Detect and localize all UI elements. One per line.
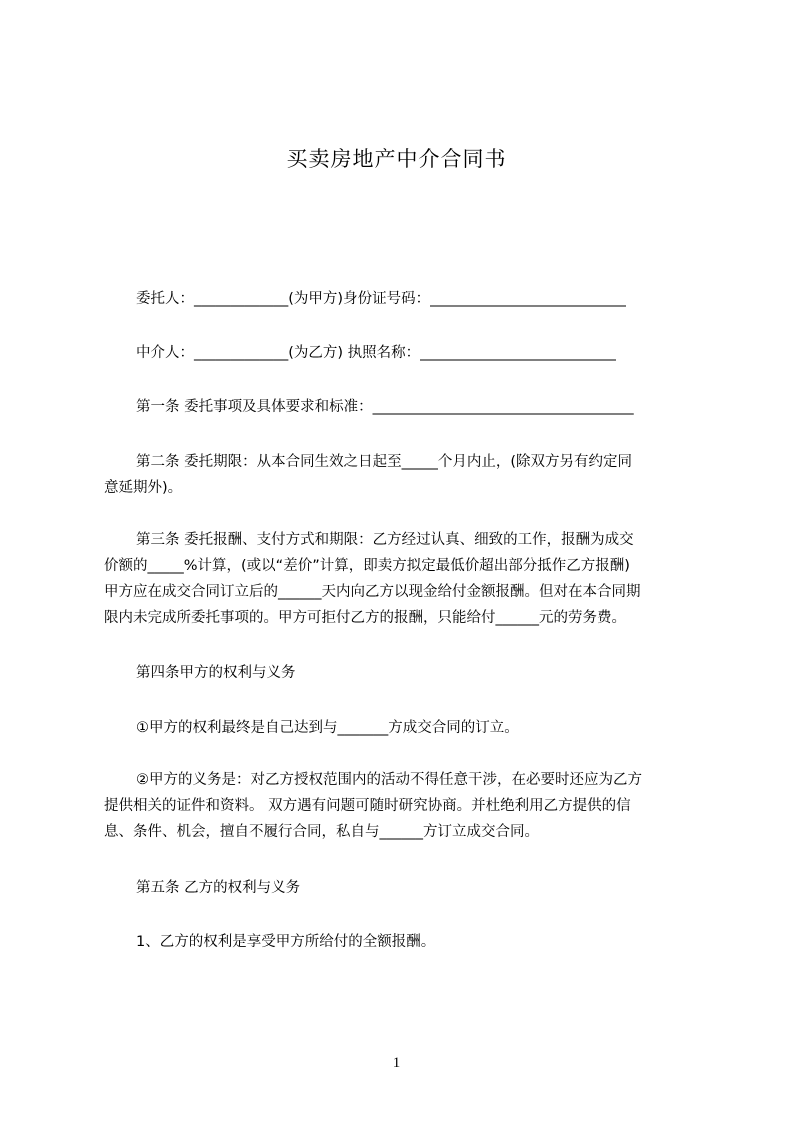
paragraph-line: 限内未完成所委托事项的。甲方可拒付乙方的报酬，只能给付______元的劳务费。 [104,610,626,626]
paragraph-article-4-heading [104,660,700,686]
paragraph-line: ②甲方的义务是：对乙方授权范围内的活动不得任意干涉，在必要时还应为乙方 [136,772,642,788]
paragraph-article-3 [104,527,700,631]
paragraph-article-2 [104,449,700,501]
paragraph-line: 委托人：_____________(为甲方)身份证号码：___________________________ [136,291,626,307]
paragraph-line: 第五条 乙方的权利与义务 [136,880,301,896]
paragraph-line: 价额的_____%计算，(或以“差价”计算，即卖方拟定最低价超出部分抵作乙方报酬) [104,558,630,574]
paragraph-line: 第二条 委托期限：从本合同生效之日起至_____个月内止，(除双方另有约定同 [136,454,633,470]
paragraph-line: 甲方应在成交合同订立后的______天内向乙方以现金给付金额报酬。但对在本合同期 [104,584,641,600]
document-title: 买卖房地产中介合同书 [286,147,507,171]
paragraph-agent [104,340,700,366]
paragraph-line: 1、乙方的权利是享受甲方所给付的全额报酬。 [136,934,436,950]
page-number: 1 [392,1055,401,1071]
paragraph-line: 意延期外)。 [104,480,183,496]
paragraph-line: 中介人：_____________(为乙方) 执照名称：___________________________ [136,345,616,361]
paragraph-line: 第三条 委托报酬、支付方式和期限：乙方经过认真、细致的工作，报酬为成交 [136,532,634,548]
paragraph-party-a-rights [104,715,700,741]
paragraph-article-1 [104,394,700,420]
paragraph-line: 提供相关的证件和资料。 双方遇有问题可随时研究协商。并杜绝利用乙方提供的信 [104,798,631,814]
paragraph-line: 第一条 委托事项及具体要求和标准：____________________________________ [136,399,634,415]
paragraph-party-b-rights [104,929,700,955]
paragraph-client [104,286,700,312]
paragraph-party-a-duties [104,767,700,845]
paragraph-line: 第四条甲方的权利与义务 [136,665,296,681]
paragraph-line: 息、条件、机会，擅自不履行合同，私自与______方订立成交合同。 [104,824,539,840]
paragraph-line: ①甲方的权利最终是自己达到与_______方成交合同的订立。 [136,720,519,736]
paragraph-article-5-heading [104,875,700,901]
